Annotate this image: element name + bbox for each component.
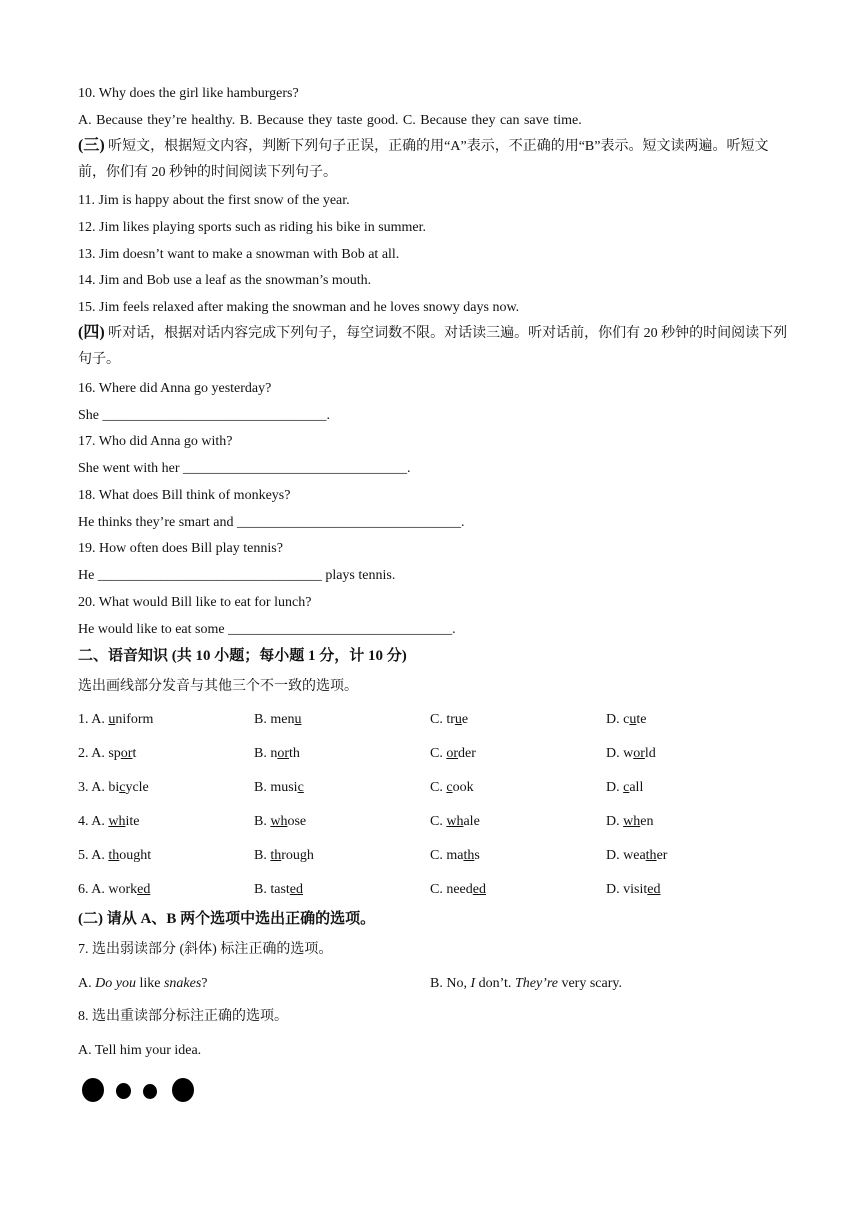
phonetics-option: C. whale [430,814,480,829]
phonetics-option: C. order [430,746,476,761]
phonetics-option: C. needed [430,882,486,897]
underlined-letters: th [463,848,475,863]
phonetics-option: 4. A. white [78,814,140,829]
answer-19: He ________________________________ plays tennis. [78,568,396,583]
sub-2-heading: (二) 请从 A、B 两个选项中选出正确的选项。 [78,911,376,927]
section-3-text: 听短文，根据短文内容，判断下列句子正误，正确的用“A”表示，不正确的用“B”表示。短文读两遍。听短文前，你们有 20 秒钟的时间阅读下列句子。 [78,139,769,180]
underlined-letters: c [297,780,304,795]
phonetics-option: D. weather [606,848,668,863]
question-8-option-a: A. Tell him your idea. [78,1043,202,1058]
underlined-letters: u [629,712,637,727]
phonetics-option: D. world [606,746,656,761]
phonetics-option: B. north [254,746,300,761]
underlined-letters: wh [108,814,126,829]
underlined-letters: or [120,746,133,761]
underlined-letters: wh [270,814,288,829]
stress-dots-image [82,1078,202,1106]
answer-18: He thinks they’re smart and ________________________________. [78,515,465,530]
stress-dot-large [172,1078,194,1102]
underlined-letters: th [645,848,657,863]
phonetics-option: C. cook [430,780,474,795]
question-7-option-a: A. Do you like snakes? [78,976,208,991]
question-10: 10. Why does the girl like hamburgers? [78,86,299,101]
question-8: 8. 选出重读部分标注正确的选项。 [78,1009,288,1024]
stress-dot-small [143,1084,157,1099]
section-3-instruction [78,133,788,186]
question-10-options: A. Because they’re healthy. B. Because they taste good. C. Because they can save time. [78,113,582,128]
section-3-label: (三) [78,137,105,154]
part-2-heading: 二、语音知识 (共 10 小题；每小题 1 分，计 10 分) [78,648,407,664]
underlined-letters: c [446,780,453,795]
phonetics-option: B. tasted [254,882,304,897]
phonetics-option: D. call [606,780,644,795]
statement-12: 12. Jim likes playing sports such as riding his bike in summer. [78,220,427,235]
question-19: 19. How often does Bill play tennis? [78,541,283,556]
underlined-letters: c [623,780,630,795]
phonetics-option: 2. A. sport [78,746,137,761]
underlined-letters: ed [647,882,661,897]
underlined-letters: th [108,848,120,863]
question-7: 7. 选出弱读部分 (斜体) 标注正确的选项。 [78,942,333,957]
stress-dot-small [116,1083,131,1099]
question-20: 20. What would Bill like to eat for lunch? [78,595,312,610]
underlined-letters: u [108,712,116,727]
phonetics-option: 1. A. uniform [78,712,154,727]
question-16: 16. Where did Anna go yesterday? [78,381,272,396]
statement-14: 14. Jim and Bob use a leaf as the snowman’s mouth. [78,273,372,288]
answer-20: He would like to eat some ________________________________. [78,622,456,637]
phonetics-option: 3. A. bicycle [78,780,149,795]
underlined-letters: ed [137,882,151,897]
underlined-letters: wh [446,814,464,829]
underlined-letters: or [633,746,645,761]
phonetics-option: 6. A. worked [78,882,151,897]
phonetics-option: D. cute [606,712,647,727]
phonetics-option: 5. A. thought [78,848,152,863]
question-7-option-b: B. No, I don’t. They’re very scary. [430,976,622,991]
phonetics-option: B. through [254,848,314,863]
section-4-instruction [78,320,788,373]
section-4-text: 听对话，根据对话内容完成下列句子，每空词数不限。对话读三遍。听对话前，你们有 20 秒钟的时间阅读下列句子。 [78,326,788,367]
underlined-letters: ed [472,882,486,897]
stress-dot-large [82,1078,104,1102]
underlined-letters: wh [623,814,641,829]
question-18: 18. What does Bill think of monkeys? [78,488,291,503]
statement-15: 15. Jim feels relaxed after making the snowman and he loves snowy days now. [78,300,520,315]
underlined-letters: or [277,746,290,761]
phonetics-option: B. music [254,780,304,795]
phonetics-option: D. when [606,814,654,829]
phonetics-option: C. true [430,712,469,727]
phonetics-option: B. whose [254,814,307,829]
phonetics-option: C. maths [430,848,480,863]
statement-11: 11. Jim is happy about the first snow of the year. [78,193,350,208]
part-2-instruction: 选出画线部分发音与其他三个不一致的选项。 [78,679,358,694]
underlined-letters: ed [289,882,304,897]
statement-13: 13. Jim doesn’t want to make a snowman with Bob at all. [78,247,400,262]
underlined-letters: c [119,780,126,795]
answer-17: She went with her ________________________________. [78,461,411,476]
phonetics-option: B. menu [254,712,302,727]
underlined-letters: th [270,848,282,863]
question-17: 17. Who did Anna go with? [78,434,233,449]
underlined-letters: or [446,746,459,761]
underlined-letters: u [454,712,462,727]
underlined-letters: u [294,712,302,727]
phonetics-option: D. visited [606,882,661,897]
section-4-label: (四) [78,324,105,341]
answer-16: She ________________________________. [78,408,330,423]
